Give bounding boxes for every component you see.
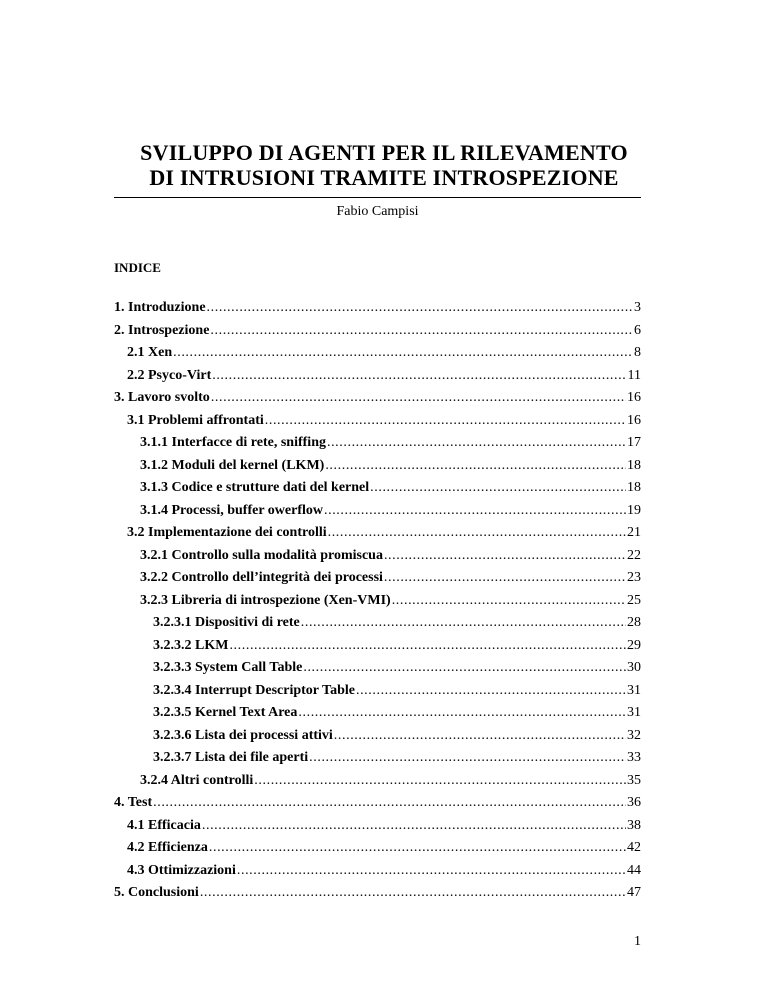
toc-entry[interactable] (114, 657, 641, 680)
toc-entry-page: 42 (627, 840, 641, 855)
toc-entry[interactable] (114, 522, 641, 545)
toc-entry-title: 3.2.3 Libreria di introspezione (Xen-VMI) (140, 592, 391, 608)
toc-dot-leader (327, 432, 626, 455)
toc-entry-title: 3.2.3.5 Kernel Text Area (153, 705, 298, 720)
toc-dot-leader (173, 342, 633, 365)
toc-dot-leader (210, 320, 633, 343)
toc-entry-page: 8 (634, 345, 641, 360)
toc-entry-title: 3.1.1 Interfacce di rete, sniffing (140, 435, 326, 450)
toc-dot-leader (202, 815, 626, 838)
toc-entry[interactable] (114, 455, 641, 478)
toc-dot-leader (309, 747, 626, 770)
toc-entry-page: 28 (627, 615, 641, 630)
toc-entry-title: 3.2.3.4 Interrupt Descriptor Table (153, 682, 355, 698)
toc-entry[interactable] (114, 387, 641, 410)
toc-entry-title: 1. Introduzione (114, 300, 206, 315)
toc-entry[interactable] (114, 410, 641, 433)
toc-entry[interactable] (114, 680, 641, 703)
toc-entry-page: 3 (634, 300, 641, 315)
toc-entry-page: 23 (627, 570, 641, 585)
toc-entry[interactable] (114, 815, 641, 838)
toc-entry-title: 3.2.3.1 Dispositivi di rete (153, 615, 300, 630)
toc-dot-leader (298, 702, 626, 725)
toc-dot-leader (207, 297, 633, 320)
toc-entry[interactable] (114, 545, 641, 568)
toc-entry-page: 30 (627, 660, 641, 675)
toc-entry-title: 3.2.2 Controllo dell’integrità dei processi (140, 570, 383, 585)
toc-entry-page: 22 (627, 547, 641, 563)
toc-dot-leader (324, 500, 626, 523)
toc-entry-title: 2.1 Xen (127, 345, 173, 360)
toc-dot-leader (209, 837, 626, 860)
toc-dot-leader (370, 477, 626, 500)
toc-dot-leader (265, 410, 626, 433)
index-heading: INDICE (114, 260, 161, 275)
toc-entry-page: 35 (627, 772, 641, 788)
toc-entry[interactable] (114, 747, 641, 770)
toc-entry-page: 25 (627, 592, 641, 608)
toc-dot-leader (303, 657, 626, 680)
toc-entry[interactable] (114, 635, 641, 658)
toc-entry-page: 33 (627, 750, 641, 765)
toc-entry[interactable] (114, 837, 641, 860)
toc-entry[interactable] (114, 725, 641, 748)
title-line-2: DI INTRUSIONI TRAMITE INTROSPEZIONE (149, 165, 619, 190)
toc-entry-page: 16 (627, 412, 641, 428)
toc-dot-leader (325, 455, 626, 478)
toc-dot-leader (153, 792, 626, 815)
toc-entry-title: 3.1 Problemi affrontati (127, 412, 264, 428)
toc-entry[interactable] (114, 500, 641, 523)
toc-dot-leader (356, 680, 626, 703)
toc-dot-leader (229, 635, 626, 658)
toc-entry-page: 29 (627, 637, 641, 653)
toc-dot-leader (254, 770, 626, 793)
toc-entry-title: 3. Lavoro svolto (114, 390, 210, 405)
toc-entry-title: 4.3 Ottimizzazioni (127, 862, 236, 878)
toc-entry[interactable] (114, 702, 641, 725)
toc-entry-title: 3.2.3.6 Lista dei processi attivi (153, 727, 333, 743)
toc-entry-title: 3.1.3 Codice e strutture dati del kernel (140, 480, 370, 495)
toc-entry-title: 4. Test (114, 795, 153, 810)
toc-entry[interactable] (114, 770, 641, 793)
toc-entry[interactable] (114, 320, 641, 343)
toc-entry-page: 19 (627, 502, 641, 518)
toc-entry-page: 36 (627, 795, 641, 810)
toc-entry-page: 47 (627, 885, 641, 900)
toc-dot-leader (384, 545, 626, 568)
toc-entry[interactable] (114, 612, 641, 635)
toc-entry[interactable] (114, 432, 641, 455)
title-divider (114, 197, 641, 198)
toc-entry-title: 5. Conclusioni (114, 885, 199, 900)
toc-entry[interactable] (114, 860, 641, 883)
toc-dot-leader (211, 387, 626, 410)
toc-dot-leader (237, 860, 626, 883)
toc-entry[interactable] (114, 882, 641, 905)
toc-entry-title: 3.1.4 Processi, buffer owerflow (140, 502, 323, 518)
toc-entry-title: 3.2 Implementazione dei controlli (127, 525, 327, 540)
toc-entry-page: 6 (634, 322, 641, 338)
toc-entry[interactable] (114, 567, 641, 590)
toc-entry-page: 38 (627, 817, 641, 833)
toc-dot-leader (384, 567, 626, 590)
toc-entry-page: 21 (627, 525, 641, 540)
toc-entry[interactable] (114, 365, 641, 388)
toc-dot-leader (328, 522, 626, 545)
toc-entry-page: 16 (627, 390, 641, 405)
toc-dot-leader (392, 590, 626, 613)
toc-entry-title: 3.2.3.2 LKM (153, 637, 229, 653)
toc-entry-page: 32 (627, 727, 641, 743)
table-of-contents (114, 297, 641, 905)
toc-entry[interactable] (114, 477, 641, 500)
document-title (100, 140, 668, 190)
toc-entry-page: 31 (627, 682, 641, 698)
toc-entry[interactable] (114, 590, 641, 613)
toc-dot-leader (301, 612, 626, 635)
page-number: 1 (634, 934, 641, 949)
toc-entry-title: 4.2 Efficienza (127, 840, 208, 855)
toc-entry-title: 3.2.1 Controllo sulla modalità promiscua (140, 547, 383, 563)
toc-entry-page: 11 (627, 367, 641, 383)
toc-entry-title: 3.2.4 Altri controlli (140, 772, 254, 788)
toc-entry[interactable] (114, 792, 641, 815)
toc-dot-leader (200, 882, 626, 905)
toc-dot-leader (334, 725, 626, 748)
toc-entry-page: 31 (627, 705, 641, 720)
toc-entry[interactable] (114, 297, 641, 320)
title-line-1: SVILUPPO DI AGENTI PER IL RILEVAMENTO (140, 140, 628, 165)
toc-entry-title: 2.2 Psyco-Virt (127, 367, 212, 383)
toc-entry[interactable] (114, 342, 641, 365)
toc-entry-title: 4.1 Efficacia (127, 817, 201, 833)
toc-dot-leader (212, 365, 626, 388)
toc-entry-page: 44 (627, 862, 641, 878)
toc-entry-title: 3.2.3.7 Lista dei file aperti (153, 750, 309, 765)
toc-entry-title: 2. Introspezione (114, 322, 210, 338)
toc-entry-title: 3.1.2 Moduli del kernel (LKM) (140, 457, 325, 473)
toc-entry-title: 3.2.3.3 System Call Table (153, 660, 303, 675)
toc-entry-page: 17 (627, 435, 641, 450)
author-name: Fabio Campisi (336, 204, 419, 219)
toc-entry-page: 18 (627, 457, 641, 473)
toc-entry-page: 18 (627, 480, 641, 495)
